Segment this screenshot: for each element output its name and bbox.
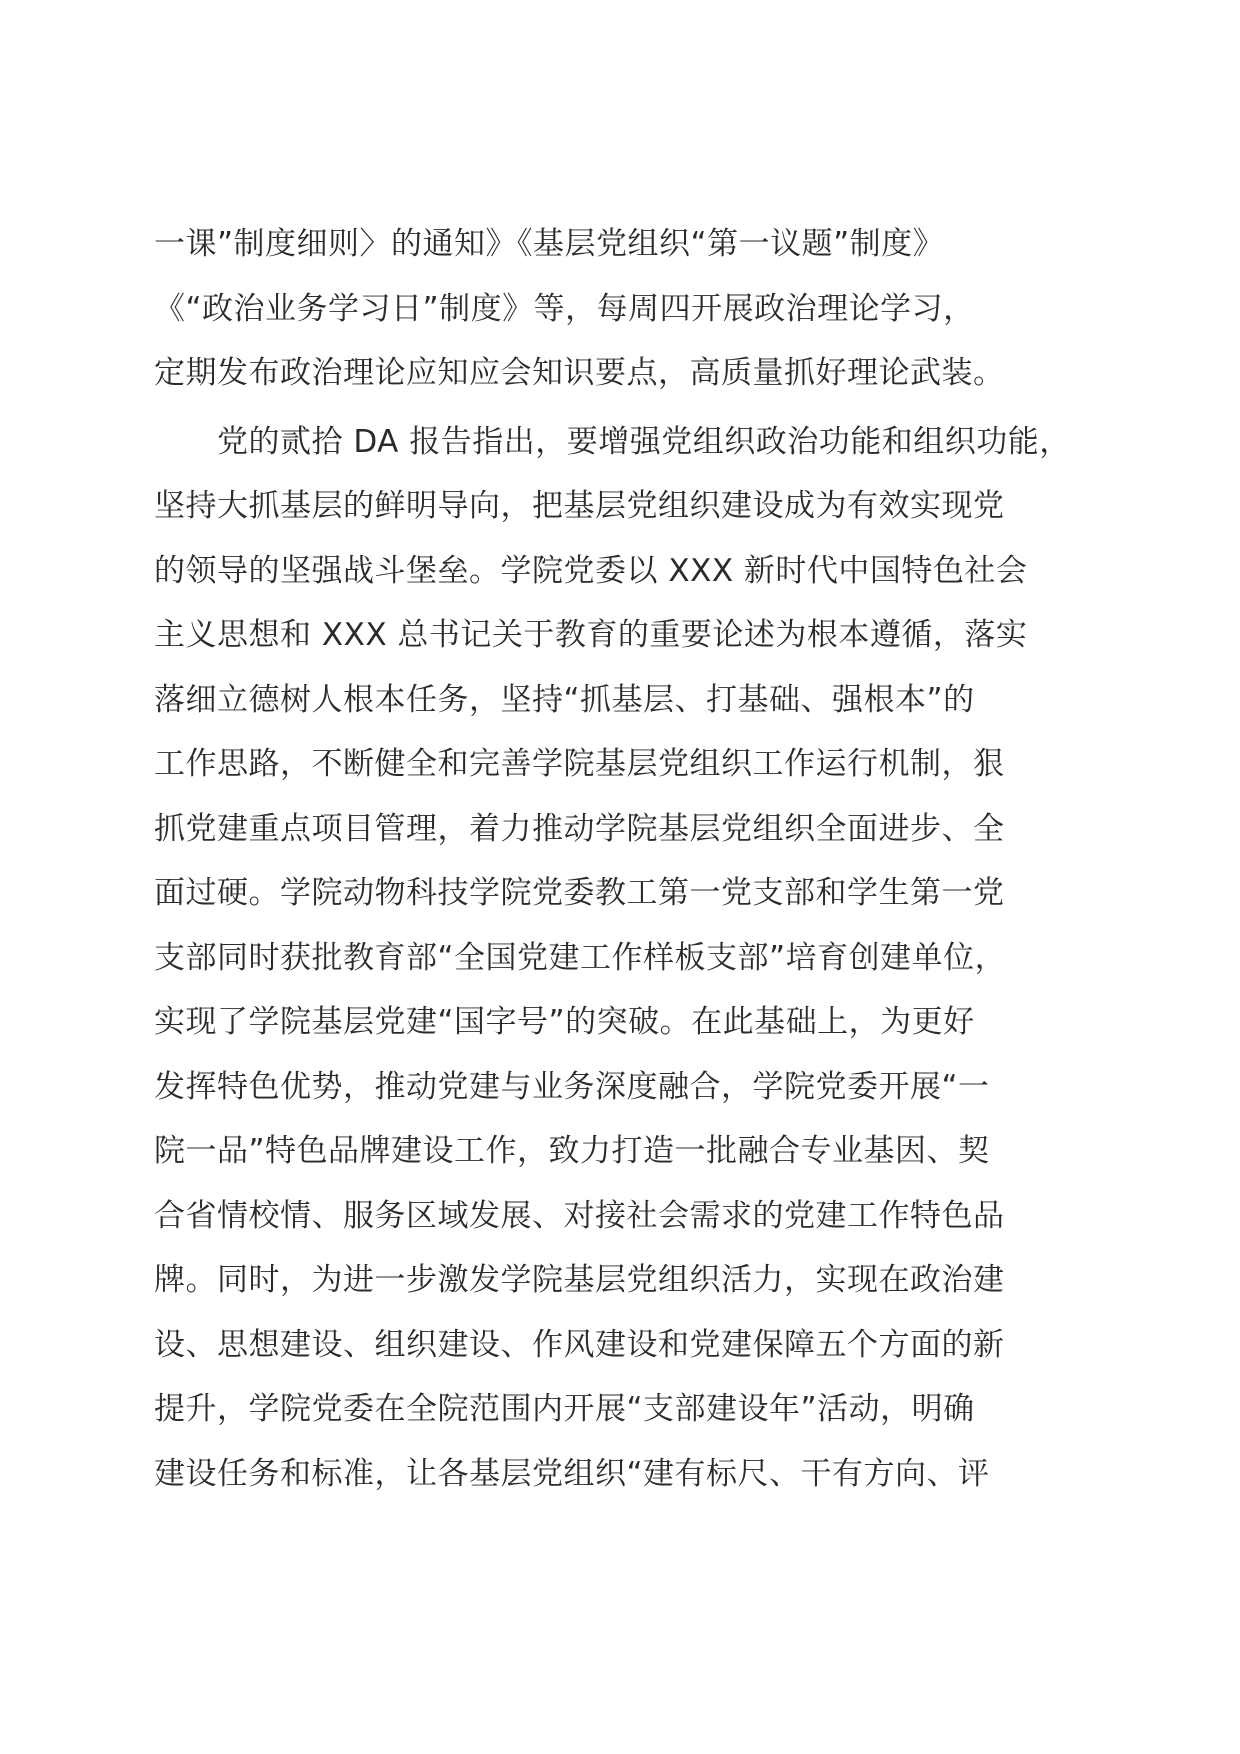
text-line: 一课”制度细则〉的通知》《基层党组织“第一议题”制度》 [154, 226, 945, 262]
paragraph-continuation [154, 212, 1134, 406]
text-line: 提升，学院党委在全院范围内开展“支部建设年”活动，明确 [154, 1391, 975, 1427]
text-line: 实现了学院基层党建“国字号”的突破。在此基础上，为更好 [154, 1004, 975, 1040]
text-line: 落细立德树人根本任务，坚持“抓基层、打基础、强根本”的 [154, 681, 975, 718]
text-line: 发挥特色优势，推动党建与业务深度融合，学院党委开展“一 [154, 1068, 990, 1105]
text-line: 的领导的坚强战斗堡垒。学院党委以 XXX 新时代中国特色社会 [154, 552, 1028, 589]
text-line: 抓党建重点项目管理，着力推动学院基层党组织全面进步、全 [154, 810, 1005, 847]
text-line: 《“政治业务学习日”制度》等，每周四开展政治理论学习， [154, 290, 975, 327]
text-line: 院一品”特色品牌建设工作，致力打造一批融合专业基因、契 [154, 1133, 990, 1169]
text-line: 支部同时获批教育部“全国党建工作样板支部”培育创建单位， [154, 939, 1007, 976]
text-line: 定期发布政治理论应知应会知识要点，高质量抓好理论武装。 [154, 355, 1005, 391]
text-line: 建设任务和标准，让各基层党组织“建有标尺、干有方向、评 [154, 1455, 990, 1492]
text-line: 坚持大抓基层的鲜明导向，把基层党组织建设成为有效实现党 [154, 488, 1005, 524]
paragraph-main [154, 410, 1134, 1507]
text-line: 设、思想建设、组织建设、作风建设和党建保障五个方面的新 [154, 1326, 1005, 1363]
text-line: 工作思路，不断健全和完善学院基层党组织工作运行机制，狠 [154, 746, 1005, 782]
text-line: 牌。同时，为进一步激发学院基层党组织活力，实现在政治建 [154, 1262, 1005, 1298]
document-body [154, 212, 1134, 1506]
text-line: 面过硬。学院动物科技学院党委教工第一党支部和学生第一党 [154, 875, 1005, 911]
text-line: 合省情校情、服务区域发展、对接社会需求的党建工作特色品 [154, 1197, 1005, 1234]
text-line: 主义思想和 XXX 总书记关于教育的重要论述为根本遵循，落实 [154, 617, 1028, 653]
text-line: 党的贰拾 DA 报告指出，要增强党组织政治功能和组织功能， [154, 423, 1071, 460]
